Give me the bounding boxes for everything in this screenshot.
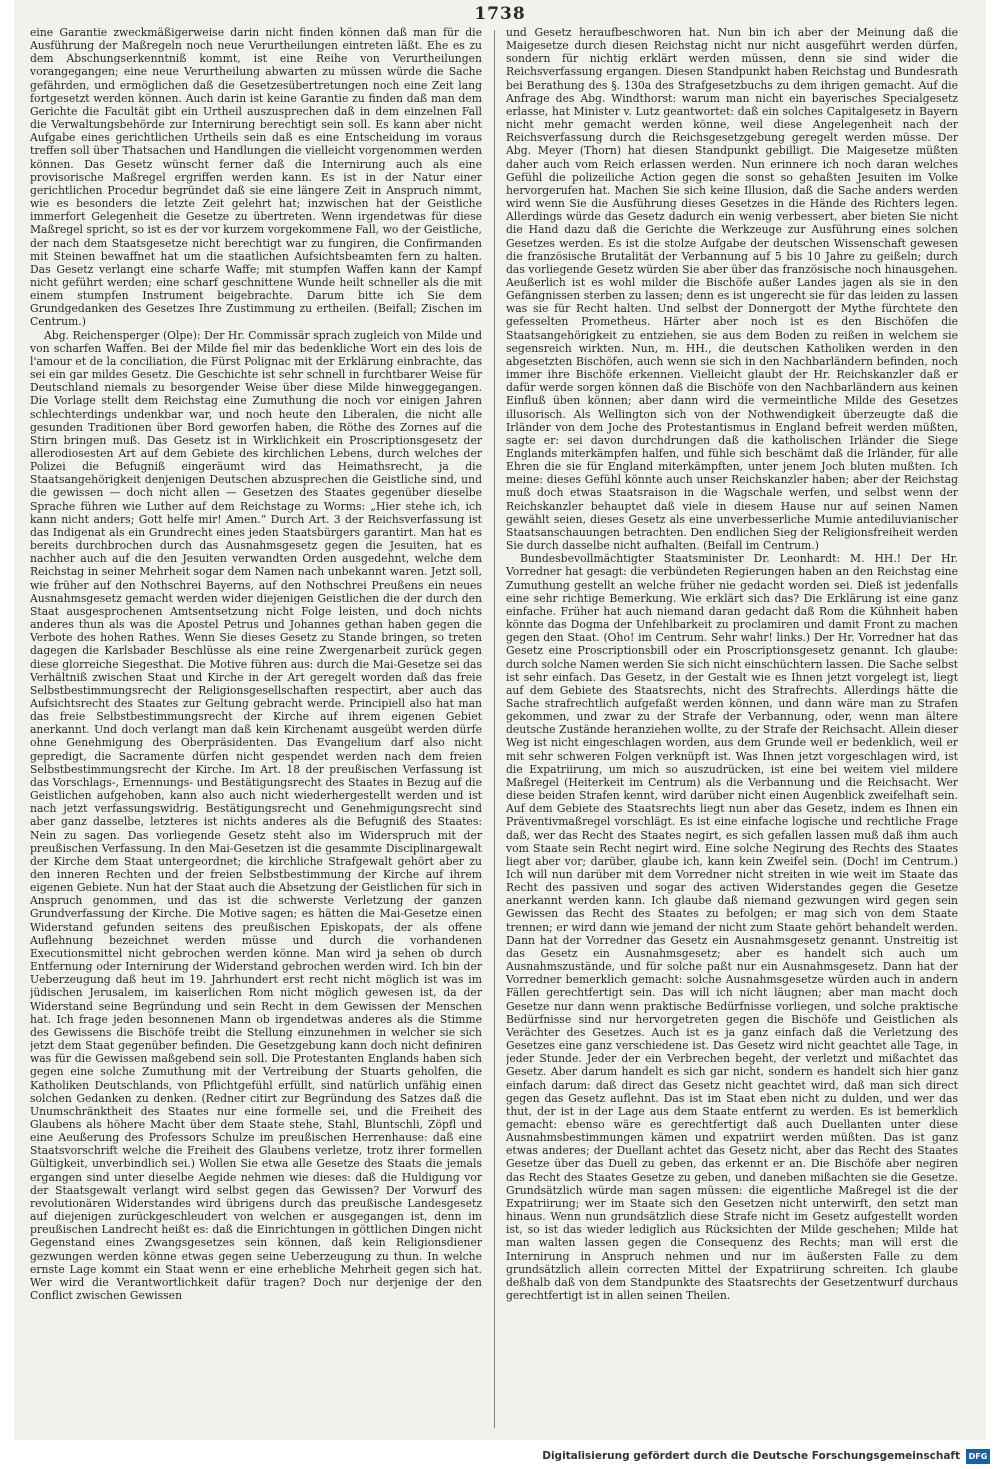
paragraph: eine Garantie zweckmäßigerweise darin nicht finden können daß man für die Ausführung der Maßregeln noch neue Verurtheilungen eintreten läßt. Ehe es zu dem Abschungserkenntniß kommt, ist eine Reihe von Verurtheilungen vorangegangen; eine neue Verurtheilung abwarten zu müssen würde die Sache gefährden, und ermöglichen daß die Gesetzesübertretungen noch eine Zeit lang fortgesetzt werden können. Auch darin ist keine Garantie zu finden daß man dem Gerichte die Facultät gibt ein Urtheil auszusprechen daß in dem einzelnen Fall die Verwaltungsbehörde zur Internirung berechtigt sein soll. Es kann aber nicht Aufgabe eines gerichtlichen Urtheils sein daß es eine Entscheidung im voraus treffen soll über Thatsachen und Handlungen die vielleicht vorgenommen werden können. Das Gesetz wünscht ferner daß die Internirung auch als eine provisorische Maßregel ergriffen werden kann. Es ist in der Natur einer gerichtlichen Procedur begründet daß sie eine längere Zeit in Anspruch nimmt, wie es besonders die letzte Zeit gelehrt hat; inzwischen hat der Geistliche immerfort Gelegenheit die Gesetze zu übertreten. Wenn irgendetwas für diese Maßregel spricht, so ist es der vor kurzem vorgekommene Fall, wo der Geistliche, der nach dem Staatsgesetze nicht berechtigt war zu fungiren, die Confirmanden mit Steinen bewaffnet hat um die staatlichen Aufsichtsbeamten fern zu halten. Das Gesetz verlangt eine scharfe Waffe; mit stumpfen Waffen kann der Kampf nicht geführt werden; eine scharf geschnittene Wunde heilt schneller als die mit einem stumpfen Instrument beigebrachte. Darum bitte ich Sie dem Grundgedanken des Gesetzes Ihre Zustimmung zu ertheilen. (Beifall; Zischen im Centrum.) bbox=[30, 26, 482, 329]
column-divider bbox=[494, 30, 495, 1428]
scanned-page bbox=[14, 0, 986, 1440]
digitization-credit: Digitalisierung gefördert durch die Deutsche Forschungsgemeinschaft bbox=[542, 1450, 960, 1462]
paragraph: Abg. Reichensperger (Olpe): Der Hr. Commissär sprach zugleich von Milde und von scharfen Waffen. Bei der Milde fiel mir das bedenkliche Wort ein des lois de l'amour et de la conciliation, die Fürst Polignac mit der Erklärung einbrachte, das sei ein gar mildes Gesetz. Die Geschichte ist sehr schnell in furchtbarer Weise für Deutschland niemals zu besorgender Weise über diese Milde hinweggegangen. Die Vorlage stellt dem Reichstag eine Zumuthung die noch vor einigen Jahren schlechterdings undenkbar war, und noch heute den Liberalen, die nicht alle gesunden Traditionen über Bord geworfen haben, die Röthe des Zornes auf die Stirn bringen muß. Das Gesetz ist in Wirklichkeit ein Proscriptionsgesetz der allerodiosesten Art auf dem Gebiete des kirchlichen Lebens, durch welches der Polizei die Befugniß eingeräumt wird das Heimathsrecht, ja die Staatsangehörigkeit denjenigen Deutschen abzusprechen die Geistliche sind, und die gewissen — doch nicht allen — Gesetzen des Staates gegenüber dieselbe Sprache führen wie Luther auf dem Reichstage zu Worms: „Hier stehe ich, ich kann nicht anders; Gott helfe mir! Amen.“ Durch Art. 3 der Reichsverfassung ist das Indigenat als ein Grundrecht eines jeden Staatsbürgers garantirt. Man hat es bereits durchbrochen durch das Ausnahmsgesetz gegen die Jesuiten, hat es nachher auch auf die den Jesuiten verwandten Orden ausgedehnt, welche dem Reichstag in seiner Mehrheit sogar dem Namen nach unbekannt waren. Jetzt soll, wie früher auf den Nothschrei Bayerns, auf den Nothschrei Preußens ein neues Ausnahmsgesetz gemacht werden wider diejenigen Geistlichen die der durch den Staat ausgesprochenen Amtsentsetzung nicht Folge leisten, und doch nichts anderes thun als was die Apostel Petrus und Johannes gethan haben gegen die Verbote des hohen Rathes. Wenn Sie dieses Gesetz zu Stande bringen, so treten dagegen die Karlsbader Beschlüsse als eine reine Zwergenarbeit zurück gegen diese glorreiche Siegesthat. Die Motive führen aus: durch die Mai-Gesetze sei das Verhältniß zwischen Staat und Kirche in der Art geregelt worden daß das freie Selbstbestimmungsrecht der Religionsgesellschaften respectirt, aber auch das Aufsichtsrecht des Staates zur Geltung gebracht werde. Principiell also hat man das freie Selbstbestimmungsrecht der Kirche auf ihrem eigenen Gebiet anerkannt. Und doch verlangt man daß kein Kirchenamt ausgeübt werden dürfe ohne Genehmigung des Oberpräsidenten. Das Evangelium darf also nicht gepredigt, die Sacramente dürfen nicht gespendet werden nach dem freien Selbstbestimmungsrecht der Kirche. Im Art. 18 der preußischen Verfassung ist das Vorschlags-, Ernennungs- und Bestätigungsrecht des Staates in Bezug auf die Geistlichen aufgehoben, kann also auch nicht wiederhergestellt werden und ist nach jetzt verfassungswidrig. Bestätigungsrecht und Genehmigungsrecht sind aber ganz dasselbe, letzteres ist nichts anderes als die Befugniß des Staates: Nein zu sagen. Das vorliegende Gesetz steht also im Widerspruch mit der preußischen Verfassung. In den Mai-Gesetzen ist die gesammte Disciplinargewalt der Kirche dem Staat untergeordnet; die kirchliche Strafgewalt gehört aber zu den inneren Rechten und der freien Selbstbestimmung der Kirche auf ihrem eigenen Gebiete. Nun hat der Staat auch die Absetzung der Geistlichen für sich in Anspruch genommen, und das ist die schwerste Verletzung der ganzen Grundverfassung der Kirche. Die Motive sagen; es hätten die Mai-Gesetze einen Widerstand gefunden seitens des preußischen Episkopats, der als offene Auflehnung bezeichnet werden müsse und durch die vorhandenen Executionsmittel nicht gebrochen werden könne. Man wird ja sehen ob durch Entfernung oder Internirung der Widerstand gebrochen werden wird. Ich bin der Ueberzeugung daß heut im 19. Jahrhundert erst recht nicht möglich ist was im jüdischen Jerusalem, im kaiserlichen Rom nicht möglich gewesen ist, da der Widerstand seine Begründung und sein Recht in dem Gewissen der Menschen hat. Ich frage jeden besonnenen Mann ob irgendetwas anderes als die Stimme des Gewissens die Bischöfe treibt die Stellung einzunehmen in welcher sie sich jetzt dem Staat gegenüber befinden. Die Gesetzgebung kann doch nicht definiren was für die Gewissen maßgebend sein soll. Die Protestanten Englands haben sich gegen eine solche Zumuthung mit der Vertreibung der Stuarts geholfen, die Katholiken Deutschlands, von Pflichtgefühl erfüllt, sind natürlich unfähig einen solchen Gedanken zu denken. (Redner citirt zur Begründung des Satzes daß die Unumschränktheit des Staates nur eine formelle sei, und die Freiheit des Glaubens als höhere Macht über dem Staate stehe, Stahl, Bluntschli, Zöpfl und eine Aeußerung des Professors Schulze im preußischen Herrenhause: daß eine Staatsvorschrift welche die Freiheit des Glaubens verletze, trotz ihrer formellen Gültigkeit, unverbindlich sei.) Wollen Sie etwa alle Gesetze des Staats die jemals ergangen sind unter dieselbe Aegide nehmen wie dieses: daß die Huldigung vor der Staatsgewalt verlangt wird selbst gegen das Gewissen? Der Vorwurf des revolutionären Widerstandes wird übrigens durch das preußische Landesgesetz auf diejenigen zurückgeschleudert von welchen er ausgegangen ist, denn im preußischen Landrecht heißt es: daß die Einrichtungen in göttlichen Dingen nicht Gegenstand eines Zwangsgesetzes sein können, daß kein Religionsdiener gezwungen werden könne etwas gegen seine Ueberzeugung zu thun. In welche ernste Lage kommt ein Staat wenn er eine erhebliche Mehrheit gegen sich hat. Wer wird die Verantwortlichkeit dafür tragen? Doch nur derjenige der den Conflict zwischen Gewissen bbox=[30, 328, 482, 1302]
text-column-right bbox=[506, 26, 958, 1434]
dfg-logo-icon: DFG bbox=[966, 1449, 990, 1464]
footer-bar bbox=[0, 1446, 1000, 1469]
page-number: 1738 bbox=[474, 4, 526, 24]
paragraph: und Gesetz heraufbeschworen hat. Nun bin ich aber der Meinung daß die Maigesetze durch diesen Reichstag nicht nur nicht ausgeführt werden dürfen, sondern für nichtig erklärt werden müssen, denn sie sind wider die Reichsverfassung ergangen. Diesen Standpunkt haben Reichstag und Bundesrath bei Berathung des §. 130a des Strafgesetzbuchs zu dem ihrigen gemacht. Auf die Anfrage des Abg. Windthorst: warum man nicht ein bayerisches Specialgesetz erlasse, hat Minister v. Lutz geantwortet: daß ein solches Capitalgesetz in Bayern nicht mehr gemacht werden könne, weil diese Angelegenheit nach der Reichsverfassung durch die Reichsgesetzgebung geregelt werden müsse. Der Abg. Meyer (Thorn) hat diesen Standpunkt gebilligt. Die Maigesetze müßten daher auch vom Reich erlassen werden. Nun erinnere ich noch daran welches Gefühl die polizeiliche Action gegen die sonst so gehaßten Jesuiten im Volke hervorgerufen hat. Machen Sie sich keine Illusion, daß die Sache anders werden wird wenn Sie die Ausführung dieses Gesetzes in die Hände des Richters legen. Allerdings würde das Gesetz dadurch ein wenig verbessert, aber bieten Sie nicht die Hand dazu daß die Gerichte die Werkzeuge zur Ausführung eines solchen Gesetzes werden. Es ist die stolze Aufgabe der deutschen Wissenschaft gewesen die französische Brutalität der Verbannung auf 5 bis 10 Jahre zu geißeln; durch das vorliegende Gesetz würden Sie aber über das französische noch hinausgehen. Aeußerlich ist es wohl milder die Bischöfe außer Landes jagen als sie in den Gefängnissen sterben zu lassen; denn es ist ungerecht sie für das leiden zu lassen was sie für Recht halten. Und selbst der Donnergott der Mythe fürchtete den gefesselten Prometheus. Härter aber noch ist es den Bischöfen die Staatsangehörigkeit zu entziehen, sie aus dem Boden zu reißen in welchem sie segensreich wirkten. Nun, m. HH., die deutschen Katholiken werden in den abgesetzten Bischöfen, auch wenn sie sich in den Nachbarländern befinden, noch immer ihre Bischöfe erkennen. Vielleicht glaubt der Hr. Reichskanzler daß er dafür werde sorgen können daß die Bischöfe von den Nachbarländern aus keinen Einfluß üben können; aber dann wird die vermeintliche Milde des Gesetzes illusorisch. Als Wellington sich von der Nothwendigkeit überzeugte daß die Irländer von dem Joche des Protestantismus in England befreit werden müßten, sagte er: sei davon durchdrungen daß die katholischen Irländer die Siege Englands miterkämpfen halfen, und fühle sich beschämt daß die Irländer, für alle Ehren die sie für England miterkämpften, unter jenem Joch bluten mußten. Ich meine: dieses Gefühl könnte auch unser Reichskanzler haben; aber der Reichstag muß doch etwas Staatsraison in die Wagschale werfen, und selbst wenn der Reichskanzler behauptet daß viele in diesem Hause nur auf seinen Namen gewählt seien, dieses Gesetz als eine unverbesserliche Mumie antediluvianischer Staatsanschauungen betrachten. Den endlichen Sieg der Religionsfreiheit werden Sie durch dasselbe nicht aufhalten. (Beifall im Centrum.) bbox=[506, 26, 958, 553]
text-column-left bbox=[30, 26, 482, 1434]
paragraph: Bundesbevollmächtigter Staatsminister Dr. Leonhardt: M. HH.! Der Hr. Vorredner hat gesagt: die verbündeten Regierungen haben an den Reichstag eine Zumuthung gestellt an welche früher nie gedacht worden sei. Dieß ist jedenfalls eine sehr richtige Bemerkung. Wie erklärt sich das? Die Erklärung ist eine ganz einfache. Früher hat auch niemand daran gedacht daß Rom die Kühnheit haben könnte das Dogma der Unfehlbarkeit zu proclamiren und damit Front zu machen gegen den Staat. (Oho! im Centrum. Sehr wahr! links.) Der Hr. Vorredner hat das Gesetz eine Proscriptionsbill oder ein Proscriptionsgesetz genannt. Ich glaube: durch solche Namen werden Sie sich nicht einschüchtern lassen. Die Sache selbst ist sehr einfach. Das Gesetz, in der Gestalt wie es Ihnen jetzt vorgelegt ist, liegt auf dem Gebiete des Staatsrechts, nicht des Strafrechts. Allerdings hätte die Sache strafrechtlich aufgefaßt werden können, und dann wäre man zu Strafen gekommen, und zwar zu der Strafe der Verbannung, oder, wenn man ältere deutsche Zustände heranziehen wollte, zu der Strafe der Reichsacht. Allein dieser Weg ist nicht eingeschlagen worden, aus dem Grunde weil er bedenklich, weil er mit sehr schweren Folgen verknüpft ist. Was Ihnen jetzt vorgeschlagen wird, ist die Expatriirung, um mich so auszudrücken, ist eine bei weitem viel mildere Maßregel (Heiterkeit im Centrum) als die Verbannung und die Reichsacht. Wer diese beiden Strafen kennt, wird darüber nicht einen Augenblick zweifelhaft sein. Auf dem Gebiete des Staatsrechts liegt nun aber das Gesetz, indem es Ihnen ein Präventivmaßregel vorschlägt. Es ist eine einfache logische und rechtliche Frage daß, wer das Recht des Staates negirt, es sich gefallen lassen muß daß ihm auch vom Staate sein Recht negirt wird. Eine solche Negirung des Rechts des Staates liegt aber vor; darüber, glaube ich, kann kein Zweifel sein. (Doch! im Centrum.) Ich will nun darüber mit dem Vorredner nicht streiten in wie weit im Staate das Recht des passiven und sogar des activen Widerstandes gegen die Gesetze anerkannt werden kann. Ich glaube daß niemand gezwungen wird gegen sein Gewissen das Recht des Staates zu befolgen; er mag sich von dem Staate trennen; er wird dann wie jemand der nicht zum Staate gehört behandelt werden. Dann hat der Vorredner das Gesetz ein Ausnahmsgesetz genannt. Unstreitig ist das Gesetz ein Ausnahmsgesetz; aber es handelt sich auch um Ausnahmszustände, und für solche paßt nur ein Ausnahmsgesetz. Dann hat der Vorredner bemerklich gemacht: solche Ausnahmsgesetze würden auch in andern Fällen gerechtfertigt sein. Das will ich nicht läugnen; aber man macht doch Gesetze nur dann wenn praktische Bedürfnisse vorliegen, und solche praktische Bedürfnisse sind nur hervorgetreten gegen die Bischöfe und Geistlichen als Verächter des Gesetzes. Auch ist es ja ganz einfach daß die Verletzung des Gesetzes eine ganz verschiedene ist. Das Gesetz wird nicht geachtet alle Tage, in jeder Stunde. Jeder der ein Verbrechen begeht, der verletzt und mißachtet das Gesetz. Aber darum handelt es sich gar nicht, sondern es handelt sich hier ganz einfach darum: daß direct das Gesetz nicht geachtet wird, daß man sich direct gegen das Gesetz auflehnt. Das ist im Staat eben nicht zu dulden, und wer das thut, der ist in der Lage aus dem Staate entfernt zu werden. Es ist bemerklich gemacht: ebenso wäre es gerechtfertigt daß auch Duellanten unter diese Ausnahmsbestimmungen kämen und expatriirt werden müßten. Das ist ganz etwas anderes; der Duellant achtet das Gesetz nicht, aber das Recht des Staates Gesetze über das Duell zu geben, das erkennt er an. Die Bischöfe aber negiren das Recht des Staates Gesetze zu geben, und daneben mißachten sie die Gesetze. Grundsätzlich würde man sagen müssen: die eigentliche Maßregel ist die der Expatriirung; wer im Staate sich den Gesetzen nicht unterwirft, den setzt man hinaus. Wenn nun grundsätzlich diese Strafe nicht im Gesetz aufgestellt worden ist, so ist das wieder lediglich aus Rücksichten der Milde geschehen; Milde hat man walten lassen gegen die Consequenz des Rechts; man will erst die Internirung in Anspruch nehmen und nur im äußersten Falle zu dem grundsätzlich allein correcten Mittel der Expatriirung schreiten. Ich glaube deßhalb daß von dem Standpunkte des Staatsrechts der Gesetzentwurf durchaus gerechtfertigt ist in allen seinen Theilen. bbox=[506, 552, 958, 1302]
